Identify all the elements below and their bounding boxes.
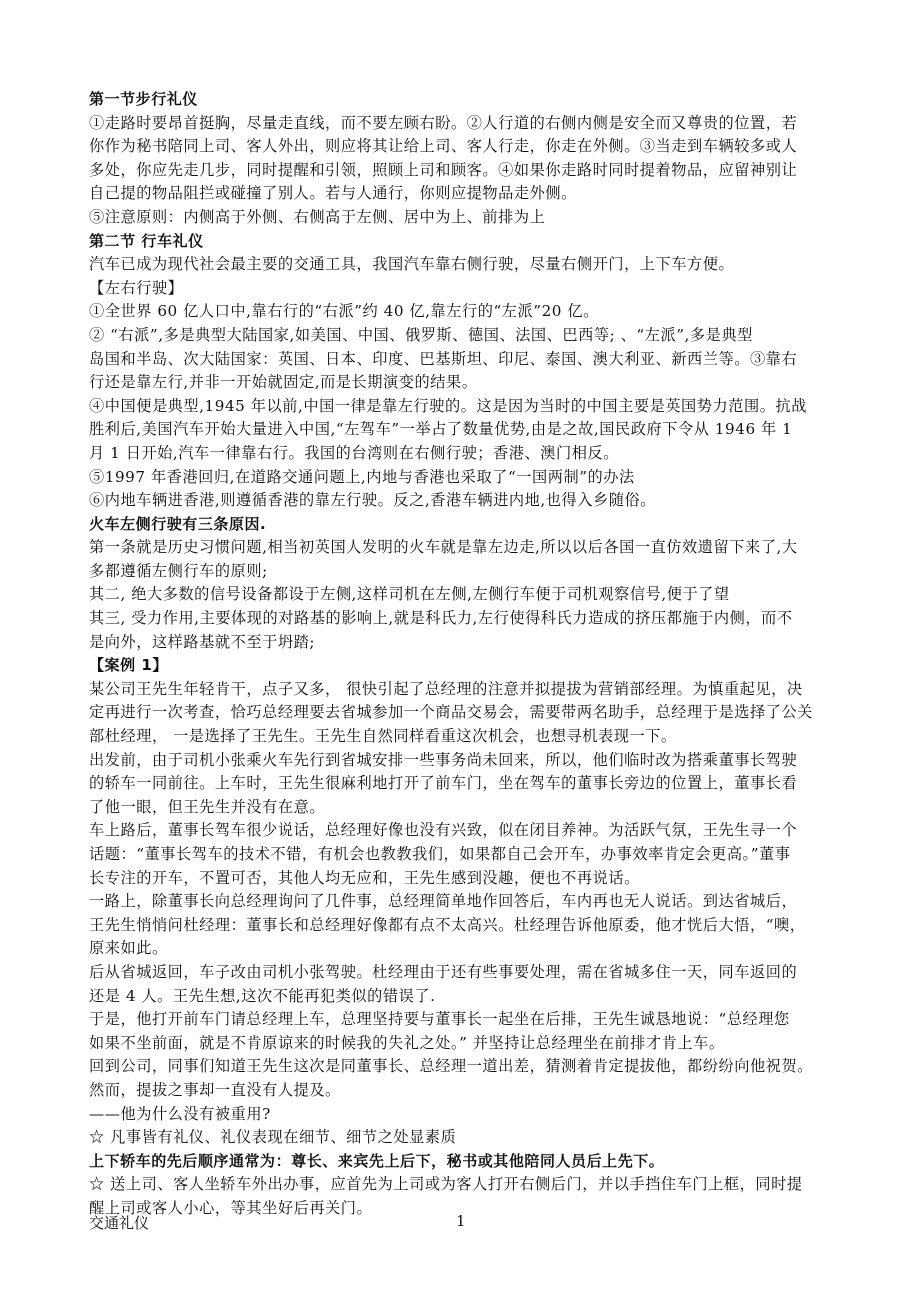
text-line: 出发前，由于司机小张乘火车先行到省城安排一些事务尚未回来，所以，他们临时改为搭乘董事长驾驶 [89,750,798,769]
text-line: 车上路后，董事长驾车很少说话，总经理好像也没有兴致，似在闭目养神。为活跃气氛，王先生寻一个 [89,821,798,840]
section-heading: 火车左侧行驶有三条原因. [89,514,267,533]
text-line: 的轿车一同前往。上车时，王先生很麻利地打开了前车门，坐在驾车的董事长旁边的位置上，董事长看 [89,774,798,793]
text-line: 胜利后,美国汽车开始大量进入中国,“左驾车”一举占了数量优势,由是之故,国民政府下令从 1946 年 1 [89,420,793,439]
text-line: ①全世界 60 亿人口中,靠右行的“右派”约 40 亿,靠左行的“左派”20 亿。 [89,302,599,321]
text-line: ☆ 凡事皆有礼仪、礼仪表现在细节、细节之处显素质 [89,1128,457,1147]
text-line: 第一条就是历史习惯问题,相当初英国人发明的火车就是靠左边走,所以以后各国一直仿效遗留下来了,大 [89,538,798,557]
text-line: 是向外，这样路基就不至于坍踏; [89,632,315,651]
text-line: 【左右行驶】 [89,278,184,297]
section-heading: 【案例 1】 [89,656,168,675]
text-line: 自己提的物品阻拦或碰撞了别人。若与人通行，你则应提物品走外侧。 [89,184,577,203]
text-line: 定再进行一次考查，恰巧总经理要去省城参加一个商品交易会，需要带两名助手，总经理于是选择了公关 [89,703,813,722]
text-line: ①走路时要昂首挺胸，尽量走直线，而不要左顾右盼。②人行道的右侧内侧是安全而又尊贵的位置，若 [89,113,798,132]
text-line: 其二, 绝大多数的信号设备都设于左侧,这样司机在左侧,左侧行车便于司机观察信号,便于了望 [89,585,730,604]
text-line: ⑤1997 年香港回归,在道路交通问题上,内地与香港也采取了“一国两制”的办法 [89,467,635,486]
text-line: 原来如此。 [89,939,168,958]
footer-title: 交通礼仪 [89,1214,150,1232]
text-line: ⑤注意原则：内侧高于外侧、右侧高于左侧、居中为上、前排为上 [89,207,546,226]
document-body [89,88,831,1221]
text-line: 于是，他打开前车门请总经理上车，总理坚持要与董事长一起坐在后排，王先生诚恳地说：“总经理您 [89,1010,790,1029]
text-line: 如果不坐前面，就是不肯原谅来的时候我的失礼之处。” 并坚持让总经理坐在前排才肯上车。 [89,1033,725,1052]
section-heading: 第二节 行车礼仪 [89,231,204,250]
text-line: 部杜经理， 一是选择了王先生。王先生自然同样看重这次机会，也想寻机表现一下。 [89,727,677,746]
text-line: 王先生悄悄问杜经理：董事长和总经理好像都有点不太高兴。杜经理告诉他原委，他才恍后大悟，“噢， [89,915,806,934]
text-line: 后从省城返回，车子改由司机小张驾驶。杜经理由于还有些事要处理，需在省城多住一天，同车返回的 [89,962,798,981]
text-line: 岛国和半岛、次大陆国家：英国、日本、印度、巴基斯坦、印尼、泰国、澳大利亚、新西兰等。③靠右 [89,349,798,368]
text-line: 了他一眼，但王先生并没有在意。 [89,797,326,816]
text-line: 然而，提拔之事却一直没有人提及。 [89,1080,341,1099]
text-line: 你作为秘书陪同上司、客人外出，则应将其让给上司、客人行走，你走在外侧。③当走到车辆较多或人 [89,137,798,156]
text-line: 话题：“董事长驾车的技术不错，有机会也教教我们，如果都自己会开车，办事效率肯定会更高。”董事 [89,845,791,863]
page-number: 1 [456,1212,466,1230]
text-line: 还是 4 人。王先生想,这次不能再犯类似的错误了. [89,986,436,1005]
text-line: 行还是靠左行,并非一开始就固定,而是长期演变的结果。 [89,373,478,392]
text-line: ④中国便是典型,1945 年以前,中国一律是靠左行驶的。这是因为当时的中国主要是英国势力范围。抗战 [89,396,807,415]
text-line: ② “右派”,多是典型大陆国家,如美国、中国、俄罗斯、德国、法国、巴西等; 、“左派”,多是典型 [89,325,753,344]
section-heading: 第一节步行礼仪 [89,90,198,108]
text-line: 醒上司或客人小心，等其坐好后再关门。 [89,1198,373,1217]
text-line: 多都遵循左侧行车的原则; [89,561,268,580]
section-heading: 上下轿车的先后顺序通常为：尊长、来宾先上后下，秘书或其他陪同人员后上先下。 [89,1151,665,1170]
text-line: ——他为什么没有被重用? [89,1104,271,1123]
text-line: 汽车已成为现代社会最主要的交通工具，我国汽车靠右侧行驶，尽量右侧开门，上下车方便。 [89,255,735,274]
text-line: 长专注的开车，不置可否，其他人均无应和，王先生感到没趣，便也不再说话。 [89,868,640,887]
text-line: 其三, 受力作用,主要体现的对路基的影响上,就是科氏力,左行使得科氏力造成的挤压都施于内侧，而不 [89,609,793,628]
text-line: 月 1 日开始,汽车一律靠右行。我国的台湾则在右侧行驶；香港、澳门相反。 [89,443,619,462]
text-line: 多处，你应先走几步，同时提醒和引领，照顾上司和顾客。④如果你走路时同时提着物品，应留神别让 [89,160,798,179]
text-line: 回到公司，同事们知道王先生这次是同董事长、总经理一道出差，猜测着肯定提拔他，都纷纷向他祝贺。 [89,1057,813,1076]
text-line: ⑥内地车辆进香港,则遵循香港的靠左行驶。反之,香港车辆进内地,也得入乡随俗。 [89,491,656,510]
text-line: 一路上，除董事长向总经理询问了几件事，总经理简单地作回答后，车内再也无人说话。到达省城后， [89,892,798,911]
text-line: ☆ 送上司、客人坐轿车外出办事，应首先为上司或为客人打开右侧后门，并以手挡住车门上框，同时提 [89,1175,803,1194]
text-line: 某公司王先生年轻肯干，点子又多， 很快引起了总经理的注意并拟提拔为营销部经理。为慎重起见，决 [89,679,803,698]
